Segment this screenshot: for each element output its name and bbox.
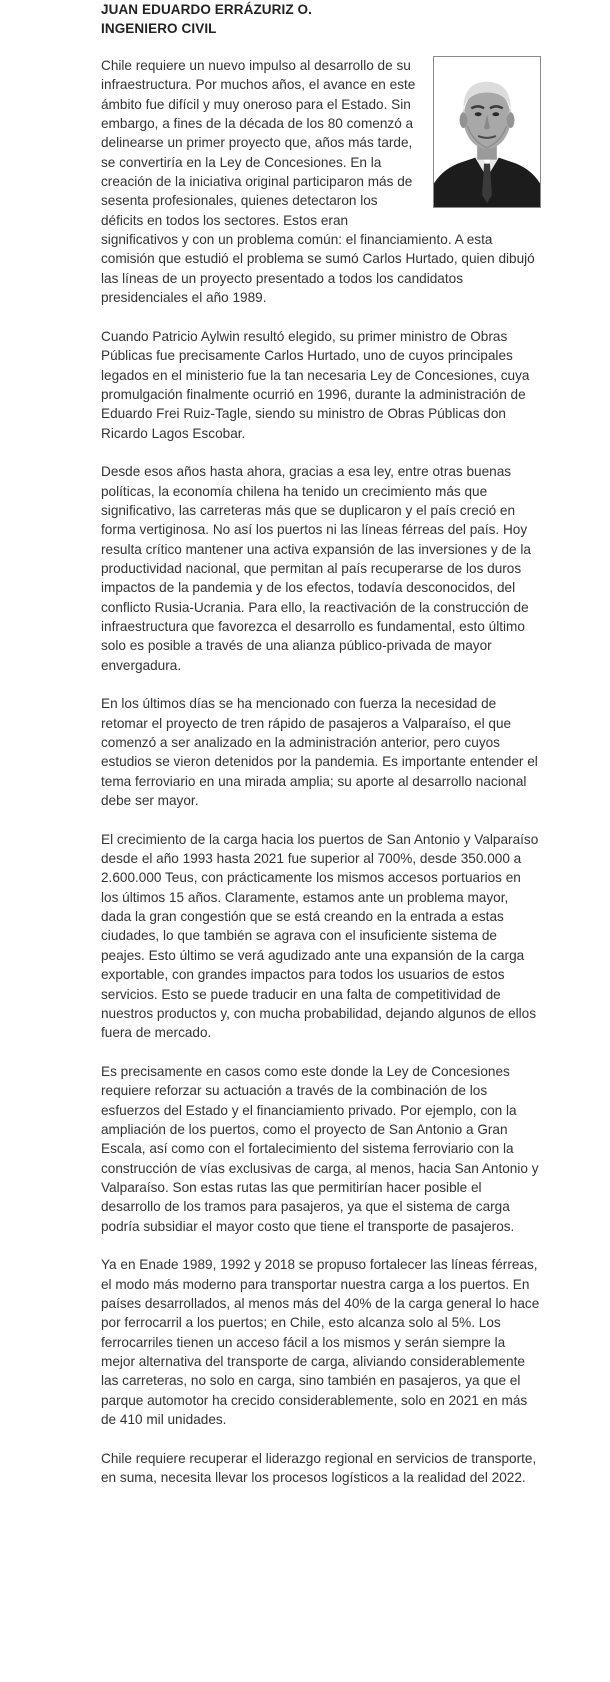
article-paragraph: El crecimiento de la carga hacia los puertos de San Antonio y Valparaíso desde el año 1993 hasta 2021 fue superior al 700%, desde 350.000 a 2.600.000 Teus, con prácticamente los mismos accesos portuarios en los últimos 15 años. Claramente, estamos ante un problema mayor, dada la gran congestión que se está creando en la entrada a estas ciudades, lo que también se agrava con el insuficiente sistema de peajes. Esto último se verá agudizado ante una expansión de la carga exportable, con grandes impactos para todos los usuarios de estos servicios. Esto se puede traducir en una falta de competitividad de nuestros productos y, con mucha probabilidad, dejando algunos de ellos fuera de mercado. — [101, 831, 539, 1041]
author-title: INGENIERO CIVIL — [101, 21, 217, 36]
article-paragraph: Cuando Patricio Aylwin resultó elegido, su primer ministro de Obras Públicas fue precisamente Carlos Hurtado, uno de cuyos principales legados en el ministerio fue la tan necesaria Ley de Concesiones, cuya promulgación finalmente ocurrió en 1996, durante la administración de Eduardo Frei Ruiz-Tagle, siendo su ministro de Obras Públicas don Ricardo Lagos Escobar. — [101, 328, 530, 441]
article-paragraph: Desde esos años hasta ahora, gracias a esa ley, entre otras buenas políticas, la economía chilena ha tenido un crecimiento más que significativo, las carreteras más que se duplicaron y el país creció en forma vertiginosa. No así los puertos ni las líneas férreas del país. Hoy resulta crítico mantener una activa expansión de las inversiones y de la productividad nacional, que permitan al país recuperarse de los duros impactos de la pandemia y de los efectos, todavía desconocidos, del conflicto Rusia-Ucrania. Para ello, la reactivación de la construcción de infraestructura que favorezca el desarrollo es fundamental, esto último solo es posible a través de una alianza público-privada de mayor envergadura. — [101, 464, 531, 673]
author-portrait-photo — [434, 57, 540, 207]
article-paragraph: Es precisamente en casos como este donde la Ley de Concesiones requiere reforzar su actuación a través de la combinación de los esfuerzos del Estado y el financiamiento privado. Por ejemplo, con la ampliación de los puertos, como el proyecto de San Antonio a Gran Escala, así como con el fortalecimiento del sistema ferroviario con la construcción de vías exclusivas de carga, al menos, hacia San Antonio y Valparaíso. Son estas rutas las que permitirían hacer posible el desarrollo de los tramos para pasajeros, ya que el sistema de carga podría subsidiar el mayor costo que tiene el transporte de pasajeros. — [101, 1063, 539, 1234]
author-byline — [101, 0, 541, 38]
article-paragraph: Ya en Enade 1989, 1992 y 2018 se propuso fortalecer las líneas férreas, el modo más moderno para transportar nuestra carga a los puertos. En países desarrollados, al menos más del 40% de la carga general lo hace por ferrocarril a los puertos; en Chile, esto alcanza solo al 5%. Los ferrocarriles tienen un acceso fácil a los mismos y serán siempre la mejor alternativa del transporte de carga, aliviando considerablemente las carreteras, no solo en carga, sino también en pasajeros, ya que el parque automotor ha crecido considerablemente, solo en 2021 en más de 410 mil unidades. — [101, 1257, 540, 1428]
article-paragraph: Chile requiere un nuevo impulso al desarrollo de su infraestructura. Por muchos años, el avance en este ámbito fue difícil y muy oneroso para el Estado. Sin embargo, a fines de la década de los 80 comenzó a delinearse un primer proyecto que, años más tarde, se convertiría en la Ley de Concesiones. En la creación de la iniciativa original participaron más de sesenta profesionales, quienes detectaron los déficits en todos los sectores. Estos eran significativos y con un problema común: el financiamiento. A esta comisión que estudió el problema se sumó Carlos Hurtado, quien dibujó las líneas de un proyecto presentado a todos los candidatos presidenciales el año 1989. — [101, 58, 535, 306]
article-paragraph: Chile requiere recuperar el liderazgo regional en servicios de transporte, en suma, necesita llevar los procesos logísticos a la realidad del 2022. — [101, 1450, 537, 1486]
article-paragraph: En los últimos días se ha mencionado con fuerza la necesidad de retomar el proyecto de tren rápido de pasajeros a Valparaíso, el que comenzó a ser analizado en la administración anterior, pero cuyos estudios se vieron detenidos por la pandemia. Es importante entender el tema ferroviario en una mirada amplia; su aporte al desarrollo nacional debe ser mayor. — [101, 696, 538, 809]
author-portrait — [433, 56, 541, 208]
opinion-article — [101, 0, 541, 1507]
author-name: JUAN EDUARDO ERRÁZURIZ O. — [101, 2, 313, 17]
